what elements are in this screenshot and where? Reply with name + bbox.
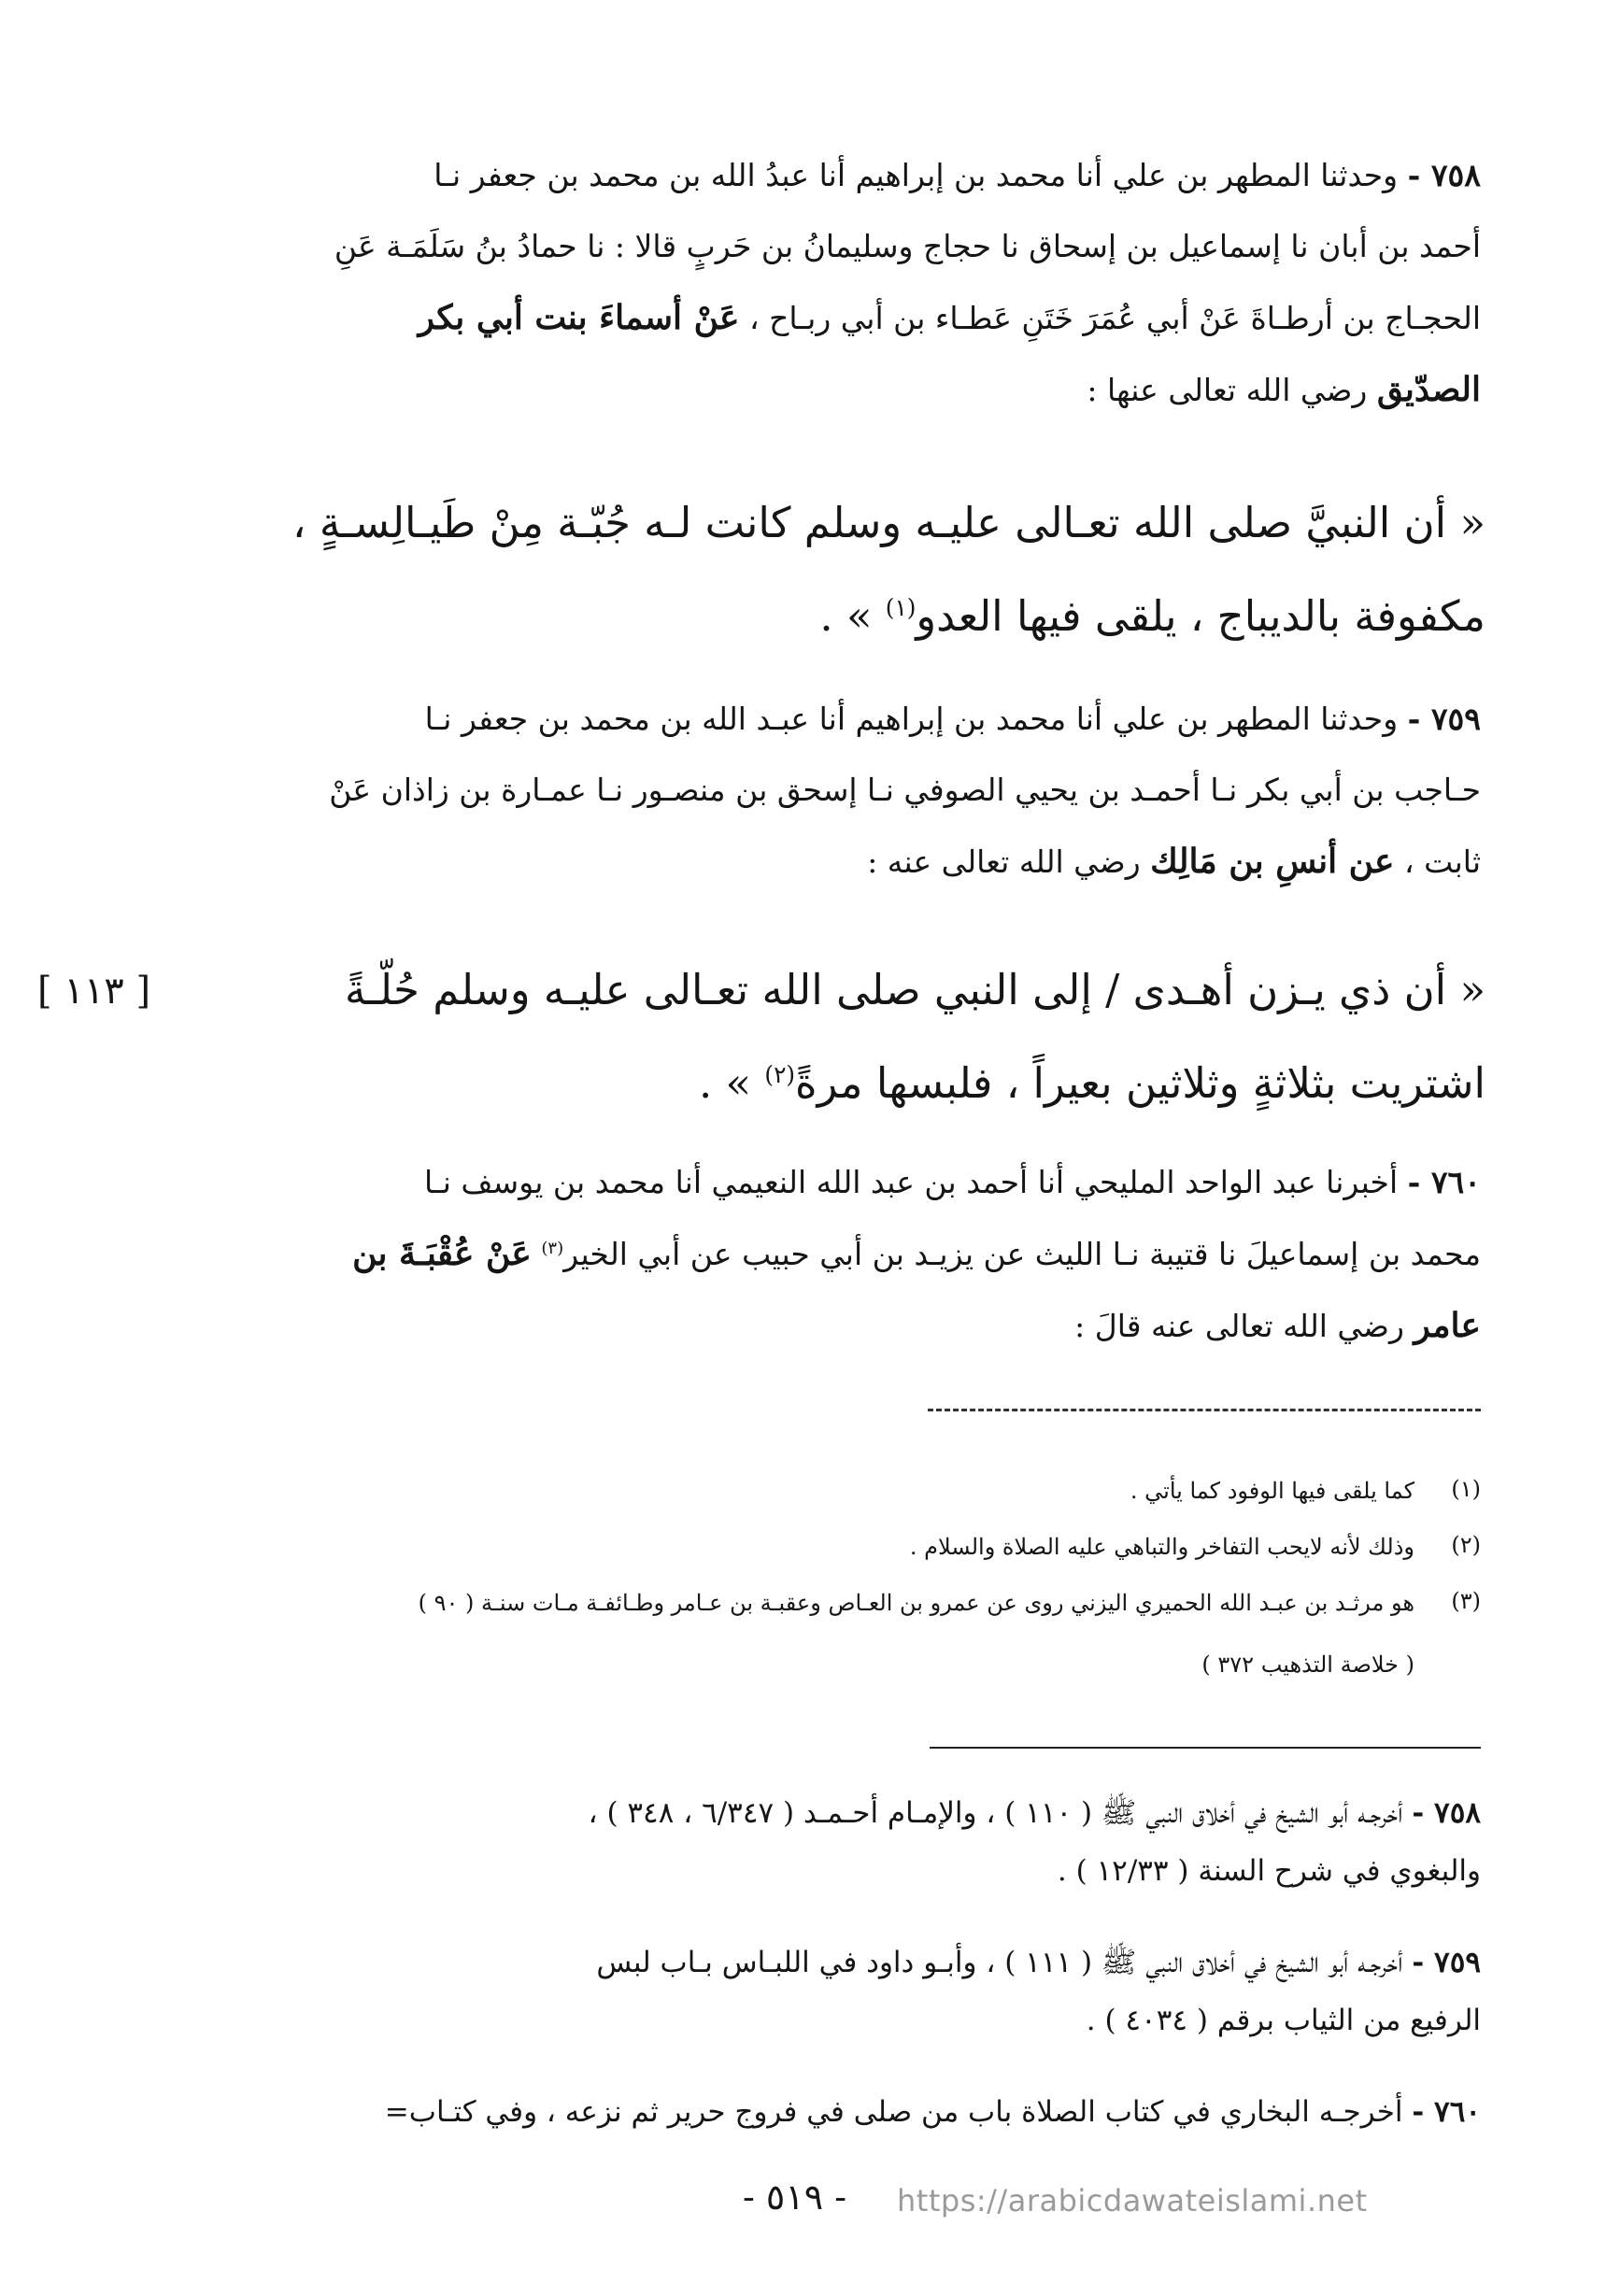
watermark-url[interactable]: https://arabicdawateislami.net — [897, 2183, 1368, 2218]
hadith-number: ٧٦٠ - — [1407, 1164, 1481, 1200]
matn-close: » . — [698, 1058, 752, 1108]
matn-line: « أن ذي يـزن أهـدى / إلى النبي صلى الله تعـالى عليـه وسلم حُلّـةً — [344, 965, 1485, 1014]
hadith-number: ٧٥٨ - — [1412, 1796, 1481, 1830]
companion-name: عامر — [1414, 1306, 1481, 1345]
takhrij-760 — [154, 2083, 1481, 2141]
takhrij-758 — [154, 1784, 1481, 1900]
takhrij-line: أخرجـه البخاري في كتاب الصلاة باب من صلى في فروج حرير ثم نزعه ، وفي كتـاب= — [384, 2095, 1403, 2129]
footnote-text: وذلك لأنه لايحب التفاخر والتباهي عليه الصلاة والسلام . — [909, 1534, 1414, 1560]
isnad-line: حـاجب بن أبي بكر نـا أحمـد بن يحيي الصوفي نـا إسحق بن منصـور نـا عمـارة بن زاذان عَنْ — [329, 772, 1481, 808]
hadith-758-matn — [168, 476, 1485, 663]
footnote-separator — [928, 1409, 1481, 1411]
footnote-ref[interactable]: (٢) — [764, 1061, 796, 1088]
isnad-line: رضي الله تعالى عنه قالَ : — [1074, 1308, 1404, 1344]
hadith-760-isnad — [182, 1147, 1481, 1362]
takhrij-separator — [930, 1747, 1481, 1749]
hadith-758-isnad — [182, 140, 1481, 426]
isnad-line: الحجـاج بن أرطـاةَ عَنْ أبي عُمَرَ خَتَنِ عَطـاء بن أبي ربـاح ، — [748, 300, 1481, 336]
matn-close: » . — [819, 591, 873, 641]
isnad-line: محمد بن إسماعيلَ نا قتيبة نـا الليث عن يزيـد بن أبي حبيب عن أبي الخير — [563, 1236, 1481, 1272]
takhrij-line: أخرجـه أبو الشيخ في أخلاق النبي ﷺ ( ١١٠ ) ، والإمـام أحـمـد ( ٦/٣٤٧ ، ٣٤٨ ) ، — [588, 1796, 1403, 1830]
isnad-line: أخبرنا عبد الواحد المليحي أنا أحمد بن عبد الله النعيمي أنا محمد بن يوسف نـا — [423, 1164, 1399, 1200]
hadith-number: ٧٥٩ - — [1407, 701, 1481, 737]
takhrij-line: أخرجـه أبو الشيخ في أخلاق النبي ﷺ ( ١١١ ) ، وأبـو داود في اللبـاس بـاب لبس — [596, 1946, 1403, 1979]
matn-line: اشتريت بثلاثةٍ وثلاثين بعيراً ، فلبسها مرةً — [795, 1058, 1485, 1108]
hadith-number: ٧٥٩ - — [1412, 1946, 1481, 1979]
hadith-759-matn — [168, 943, 1485, 1130]
isnad-line: وحدثنا المطهر بن علي أنا محمد بن إبراهيم أنا عبدُ الله بن محمد بن جعفر نـا — [433, 157, 1399, 193]
companion-name: عَنْ أسماءَ بنت أبي بكر — [418, 298, 740, 337]
companion-name: عَنْ عُقْبَـةَ بن — [352, 1234, 532, 1273]
isnad-line: وحدثنا المطهر بن علي أنا محمد بن إبراهيم أنا عبـد الله بن محمد بن جعفر نـا — [424, 701, 1399, 737]
footnote-mark: (٢) — [1451, 1532, 1481, 1558]
matn-line: مكفوفة بالديباج ، يلقى فيها العدو — [916, 591, 1485, 641]
footnote-mark: (١) — [1451, 1476, 1481, 1502]
hadith-number: ٧٥٨ - — [1407, 157, 1481, 193]
footnote-ref[interactable]: (١) — [885, 594, 917, 621]
matn-line: « أن النبيَّ صلى الله تعـالى عليـه وسلم كانت لـه جُبّـة مِنْ طَيـالِسـةٍ ، — [292, 498, 1485, 547]
isnad-line: رضي الله تعالى عنها : — [1087, 372, 1368, 408]
companion-name: عن أنسِ بن مَالِك — [1150, 842, 1395, 881]
hadith-number: ٧٦٠ - — [1412, 2095, 1481, 2129]
page-number: - ٥١٩ - — [743, 2176, 847, 2218]
hadith-759-isnad — [182, 684, 1481, 898]
isnad-line: رضي الله تعالى عنه : — [867, 843, 1141, 880]
footnote-text: هو مرثـد بن عبـد الله الحميري اليزني روى عن عمرو بن العـاص وعقبـة بن عـامر وطـائفـة مـات سنـة ( ٩٠ ) — [418, 1590, 1414, 1616]
takhrij-line: الرفيع من الثياب برقم ( ٤٠٣٤ ) . — [1086, 2004, 1481, 2037]
footnote-mark: (٣) — [1451, 1588, 1481, 1614]
takhrij-line: والبغوي في شرح السنة ( ١٢/٣٣ ) . — [1057, 1854, 1481, 1888]
takhrij-759 — [154, 1934, 1481, 2049]
footnote-text-continued: ( خلاصة التذهيب ٣٧٢ ) — [1201, 1651, 1414, 1678]
isnad-line: ثابت ، — [1404, 843, 1481, 880]
isnad-line: أحمد بن أبان نا إسماعيل بن إسحاق نا حجاج وسليمانُ بن حَربٍ قالا : نا حمادُ بنُ سَلَمَـة عَنِ — [334, 228, 1481, 264]
companion-name: الصدّيق — [1376, 370, 1481, 409]
footnote-ref[interactable]: (٣) — [541, 1239, 564, 1258]
footnote-text: كما يلقى فيها الوفود كما يأتي . — [1130, 1478, 1414, 1504]
manuscript-folio-marker: [ ١١٣ ] — [37, 970, 151, 1013]
